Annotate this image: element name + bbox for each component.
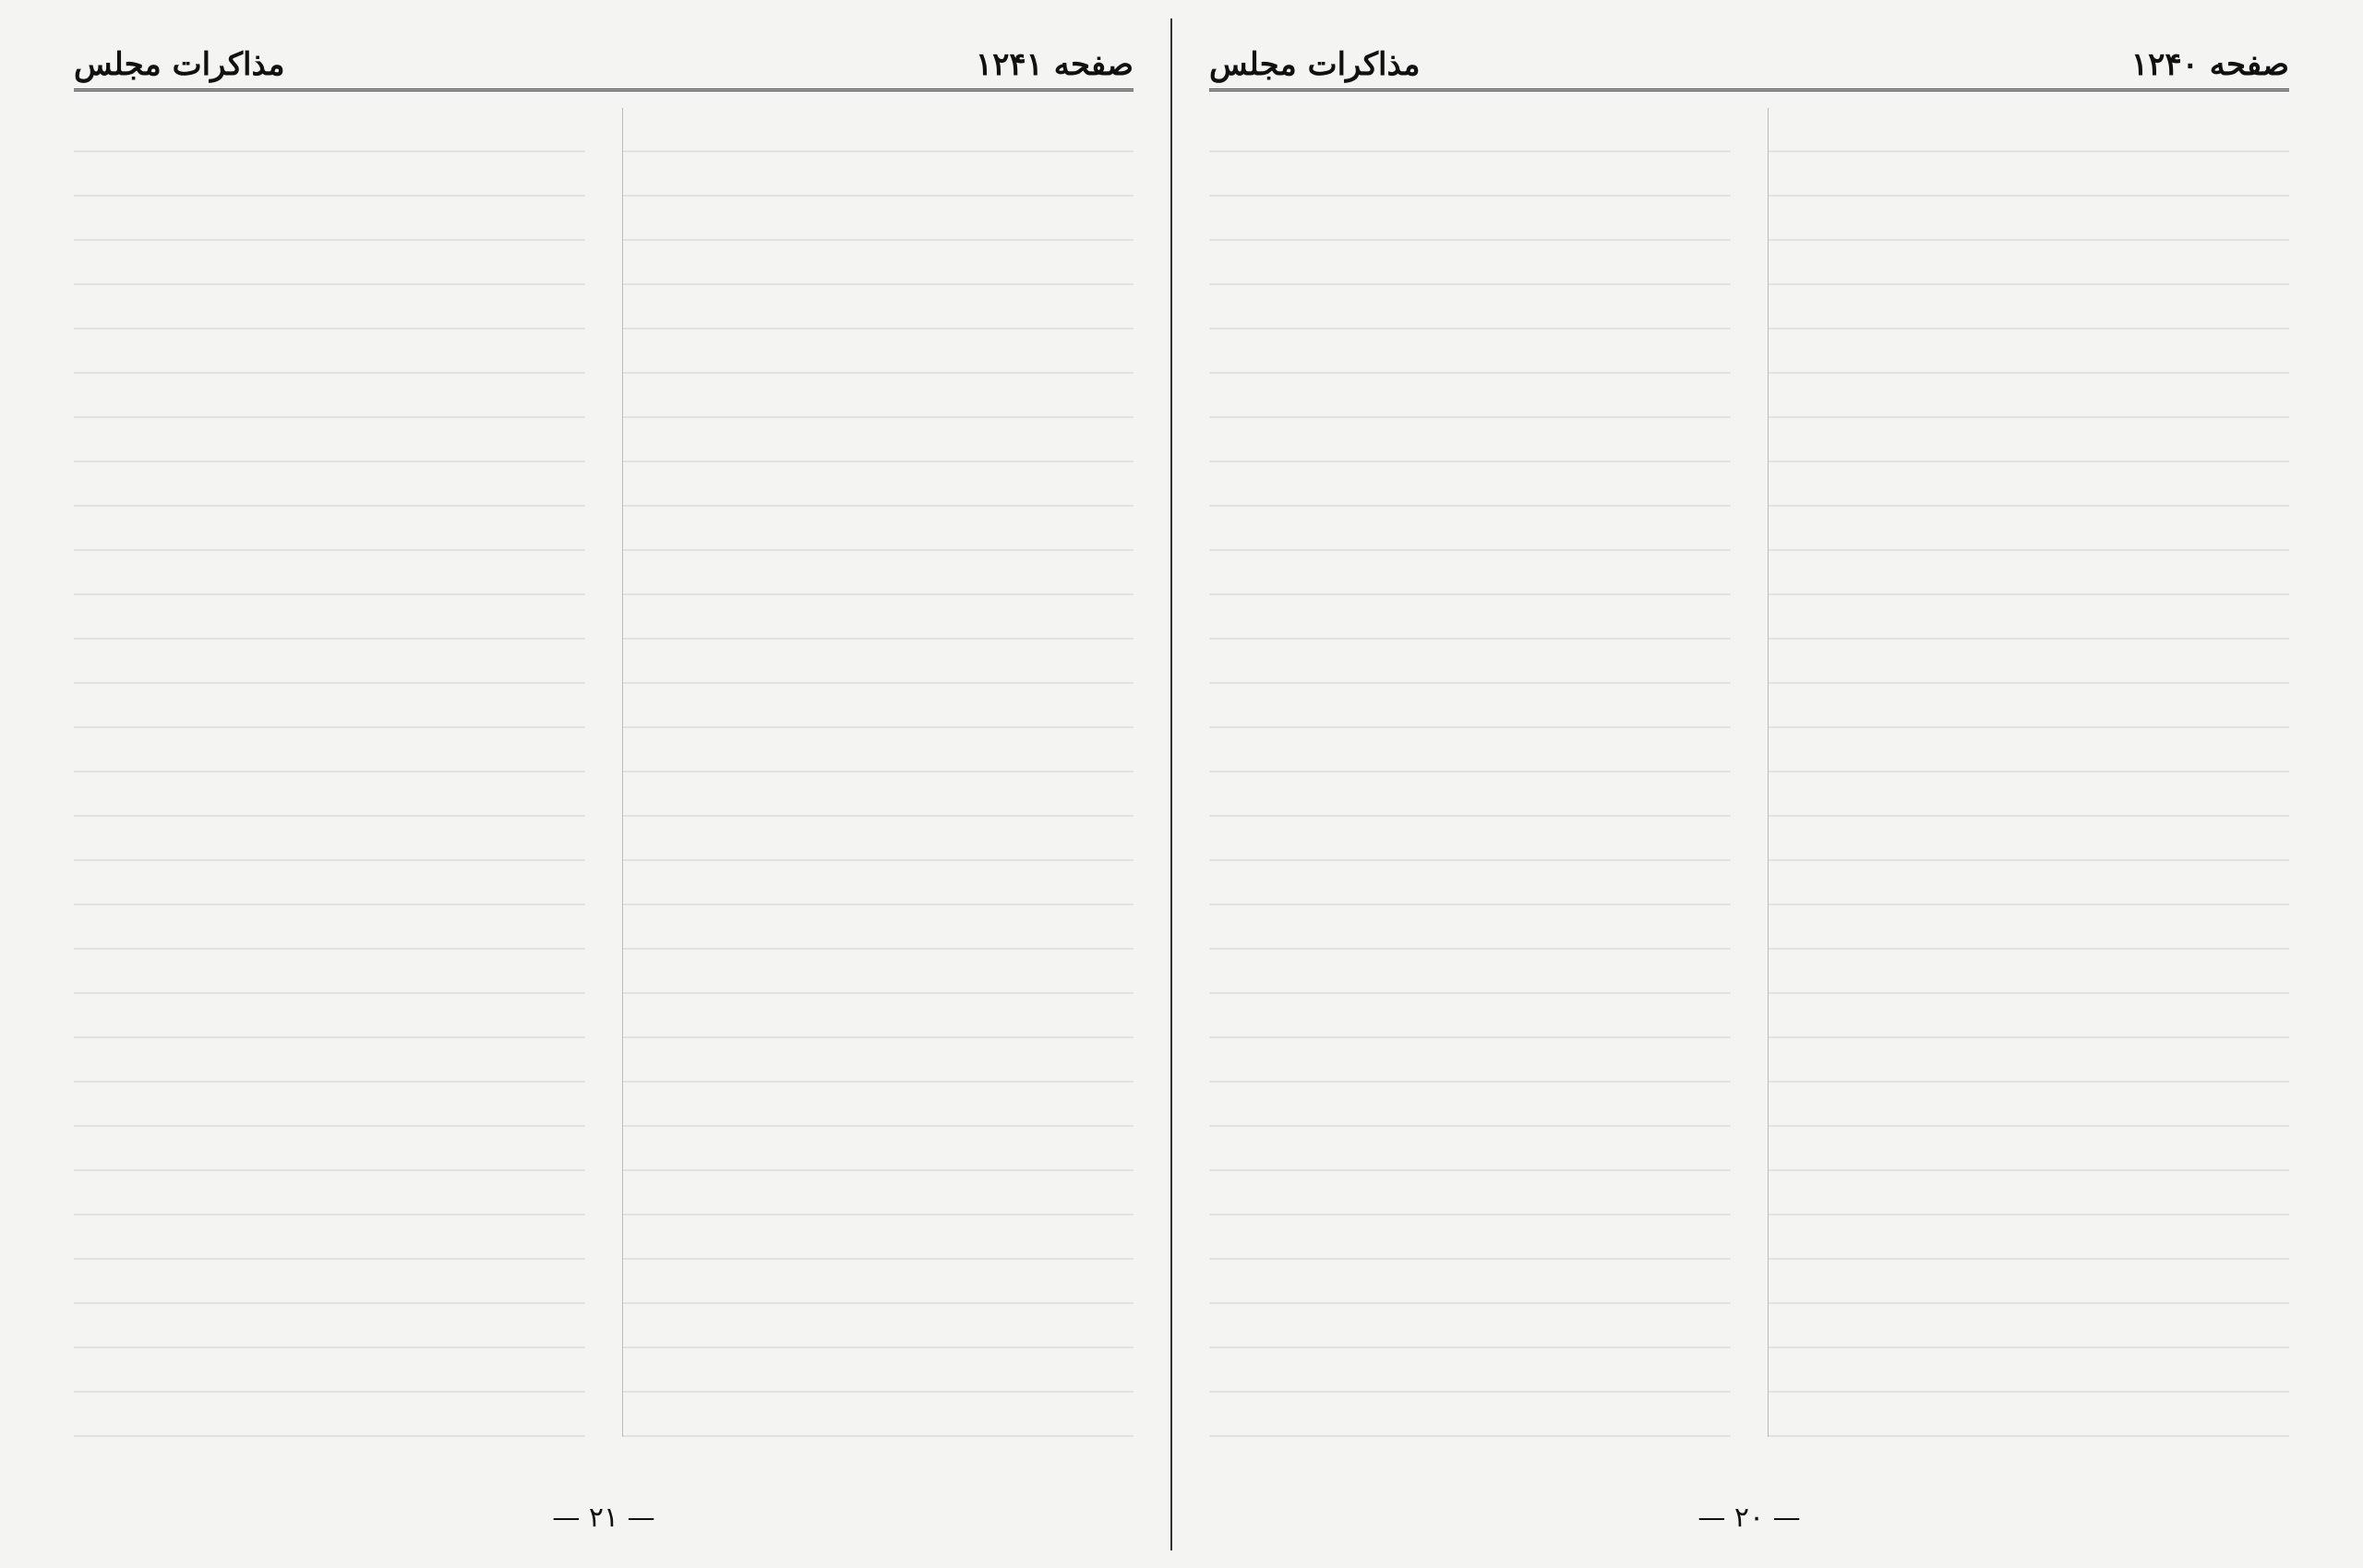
- page-footer-number: — ۲۰ —: [1697, 1502, 1801, 1534]
- running-title: مذاکرات مجلس: [1209, 46, 1421, 83]
- untranscribed-text-block: [1209, 108, 1731, 1437]
- page-number-label: صفحه ۱۲۴۰: [2130, 46, 2289, 83]
- page-number-label: صفحه ۱۲۴۱: [975, 46, 1134, 83]
- page-header: [74, 46, 1134, 91]
- page-1241: [37, 18, 1172, 1550]
- untranscribed-text-block: [74, 108, 585, 1437]
- page-1240: [1172, 18, 2326, 1550]
- running-title: مذاکرات مجلس: [74, 46, 285, 83]
- text-column-right: [1768, 108, 2290, 1437]
- text-columns: [1209, 108, 2289, 1437]
- untranscribed-text-block: [1769, 108, 2290, 1437]
- text-column-right: [622, 108, 1134, 1437]
- text-column-left: [1209, 108, 1731, 1437]
- page-footer-number: — ۲۱ —: [552, 1502, 655, 1534]
- untranscribed-text-block: [623, 108, 1134, 1437]
- book-spread: [37, 18, 2326, 1550]
- page-header: [1209, 46, 2289, 91]
- text-column-left: [74, 108, 585, 1437]
- text-columns: [74, 108, 1134, 1437]
